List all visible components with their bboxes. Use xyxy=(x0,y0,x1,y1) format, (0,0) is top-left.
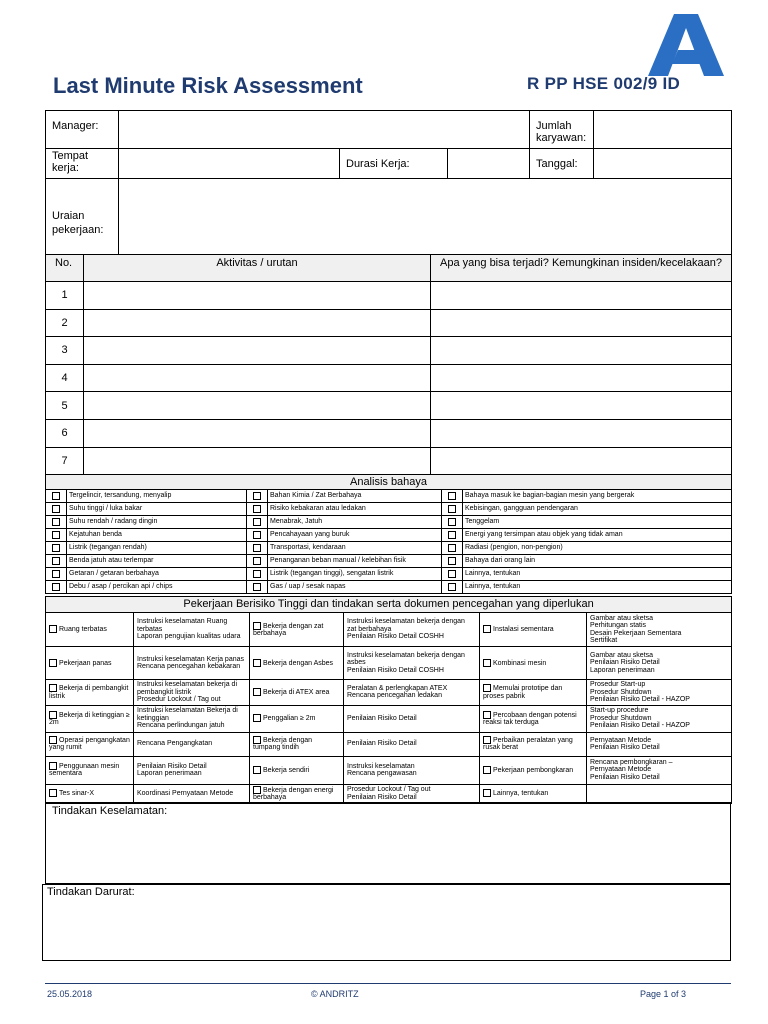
hazard-checkbox-cell xyxy=(247,516,268,529)
page-title: Last Minute Risk Assessment xyxy=(53,73,363,98)
high-risk-checkbox[interactable] xyxy=(253,622,261,630)
required-documents xyxy=(344,647,480,680)
high-risk-work-title: Pekerjaan Berisiko Tinggi dan tindakan serta dokumen pencegahan yang diperlukan xyxy=(46,597,732,613)
workplace-label: Tempat kerja: xyxy=(46,149,119,179)
high-risk-row xyxy=(46,647,732,680)
high-risk-work-item xyxy=(480,732,587,756)
hazard-checkbox[interactable] xyxy=(253,557,261,565)
hazard-label: Listrik (tegangan tinggi), sengatan listrik xyxy=(268,568,442,581)
hazard-checkbox[interactable] xyxy=(52,557,60,565)
hazard-label: Bahaya masuk ke bagian-bagian mesin yang bergerak xyxy=(463,490,732,503)
high-risk-work-label: Bekerja dengan energi berbahaya xyxy=(253,786,334,801)
hazard-checkbox-cell xyxy=(247,581,268,594)
required-document-line: Instruksi keselamatan bekerja dengan asbes xyxy=(347,651,465,667)
incident-field[interactable] xyxy=(431,392,732,420)
hazard-row xyxy=(46,490,732,503)
required-document-line: Pernyataan Metode xyxy=(590,736,652,744)
hazard-row xyxy=(46,516,732,529)
hazard-label: Radiasi (pengion, non-pengion) xyxy=(463,542,732,555)
high-risk-work-item xyxy=(46,756,134,784)
required-document-line: Instruksi keselamatan Ruang terbatas xyxy=(137,618,228,633)
hazard-checkbox-cell xyxy=(442,568,463,581)
hazard-row xyxy=(46,568,732,581)
hazard-analysis-table xyxy=(45,474,732,594)
activities-table xyxy=(45,254,732,475)
hazard-checkbox-cell xyxy=(442,555,463,568)
hazard-row xyxy=(46,555,732,568)
required-documents xyxy=(587,680,732,706)
high-risk-work-table xyxy=(45,596,732,804)
required-document-line: Rencana pencegahan kebakaran xyxy=(137,663,241,670)
required-document-line: Start-up procedure xyxy=(590,707,649,715)
column-header-activity: Aktivitas / urutan xyxy=(84,255,431,282)
hazard-label: Tergelincir, tersandung, menyalip xyxy=(67,490,247,503)
required-documents xyxy=(134,705,250,732)
required-documents xyxy=(134,756,250,784)
activity-field[interactable] xyxy=(84,392,431,420)
footer-company: © ANDRITZ xyxy=(311,989,359,999)
hazard-checkbox[interactable] xyxy=(52,531,60,539)
column-header-no: No. xyxy=(46,255,84,282)
hazard-checkbox-cell xyxy=(442,542,463,555)
hazard-label: Suhu tinggi / luka bakar xyxy=(67,503,247,516)
required-documents xyxy=(344,732,480,756)
required-document-line: Desain Pekerjaan Sementara xyxy=(590,629,682,637)
required-document-line: Pernyataan Metode xyxy=(590,766,652,774)
high-risk-work-item xyxy=(480,647,587,680)
hazard-label: Getaran / getaran berbahaya xyxy=(67,568,247,581)
high-risk-work-item xyxy=(46,613,134,647)
hazard-checkbox-cell xyxy=(442,490,463,503)
required-documents xyxy=(134,647,250,680)
required-document-line: Penilaian Risiko Detail xyxy=(347,714,417,722)
high-risk-row xyxy=(46,680,732,706)
required-document-line: Penilaian Risiko Detail - HAZOP xyxy=(590,696,690,703)
high-risk-row xyxy=(46,613,732,647)
activity-number: 7 xyxy=(46,447,84,475)
high-risk-work-label: Kombinasi mesin xyxy=(493,659,547,667)
hazard-checkbox[interactable] xyxy=(52,505,60,513)
description-label: Uraian pekerjaan: xyxy=(46,179,119,267)
activity-row xyxy=(46,447,732,475)
required-document-line: Instruksi keselamatan Bekerja di ketinggian xyxy=(137,707,238,722)
required-document-line: Instruksi keselamatan bekerja di pembangkit listrik xyxy=(137,681,237,696)
high-risk-work-label: Bekerja di ketinggian ≥ 2m xyxy=(49,711,130,726)
required-documents xyxy=(134,680,250,706)
hazard-checkbox[interactable] xyxy=(52,544,60,552)
high-risk-checkbox[interactable] xyxy=(483,625,491,633)
hazard-label: Kebisingan, gangguan pendengaran xyxy=(463,503,732,516)
activity-row xyxy=(46,392,732,420)
hazard-label: Suhu rendah / radang dingin xyxy=(67,516,247,529)
high-risk-work-item xyxy=(250,784,344,803)
incident-field[interactable] xyxy=(431,282,732,310)
hazard-checkbox[interactable] xyxy=(253,492,261,500)
required-document-line: Rencana pembongkaran – xyxy=(590,758,673,766)
manager-label: Manager: xyxy=(46,111,119,149)
high-risk-work-label: Penggalian ≥ 2m xyxy=(263,715,316,723)
incident-field[interactable] xyxy=(431,447,732,475)
employee-count-field[interactable] xyxy=(594,111,732,149)
hazard-checkbox[interactable] xyxy=(253,544,261,552)
hazard-row xyxy=(46,581,732,594)
hazard-label: Tenggelam xyxy=(463,516,732,529)
footer-divider xyxy=(45,983,731,984)
activity-number: 3 xyxy=(46,337,84,365)
footer-page-number: Page 1 of 3 xyxy=(640,989,687,999)
hazard-checkbox[interactable] xyxy=(253,583,261,591)
required-document-line: Rencana Pengangkatan xyxy=(137,740,213,748)
high-risk-work-label: Bekerja dengan Asbes xyxy=(263,659,334,667)
required-document-line: Penilaian Risiko Detail COSHH xyxy=(347,666,444,674)
high-risk-work-label: Lainnya, tentukan xyxy=(493,790,549,798)
date-field[interactable] xyxy=(594,149,732,179)
required-document-line: Prosedur Lockout / Tag out xyxy=(137,696,221,703)
activity-row xyxy=(46,282,732,310)
required-document-line: Penilaian Risiko Detail COSHH xyxy=(347,633,444,641)
activity-row xyxy=(46,419,732,447)
required-document-line: Penilaian Risiko Detail xyxy=(347,740,417,748)
required-documents xyxy=(587,613,732,647)
high-risk-work-label: Instalasi sementara xyxy=(493,626,554,634)
required-document-line: Rencana perlindungan jatuh xyxy=(137,722,225,730)
high-risk-row xyxy=(46,732,732,756)
hazard-label: Menabrak, Jatuh xyxy=(268,516,442,529)
activity-number: 6 xyxy=(46,419,84,447)
required-documents xyxy=(344,680,480,706)
high-risk-checkbox[interactable] xyxy=(49,684,57,692)
hazard-checkbox-cell xyxy=(46,542,67,555)
high-risk-work-label: Bekerja dengan tumpang tindih xyxy=(253,736,313,752)
required-document-line: Penilaian Risiko Detail xyxy=(347,793,417,801)
required-documents xyxy=(134,784,250,803)
high-risk-checkbox[interactable] xyxy=(49,625,57,633)
high-risk-work-item xyxy=(250,680,344,706)
high-risk-work-item xyxy=(250,705,344,732)
hazard-checkbox-cell xyxy=(247,529,268,542)
hazard-checkbox-cell xyxy=(46,490,67,503)
assessment-header-form xyxy=(45,110,732,267)
required-documents xyxy=(344,756,480,784)
required-document-line: Instruksi keselamatan xyxy=(347,762,415,770)
hazard-checkbox-cell xyxy=(247,555,268,568)
hazard-label: Listrik (tegangan rendah) xyxy=(67,542,247,555)
required-document-line: Rencana pencegahan ledakan xyxy=(347,692,442,700)
hazard-label: Pencahayaan yang buruk xyxy=(268,529,442,542)
hazard-checkbox[interactable] xyxy=(448,492,456,500)
required-document-line: Prosedur Shutdown xyxy=(590,714,652,722)
high-risk-work-item xyxy=(46,680,134,706)
hazard-checkbox-cell xyxy=(46,529,67,542)
hazard-label: Debu / asap / percikan api / chips xyxy=(67,581,247,594)
high-risk-checkbox[interactable] xyxy=(483,789,491,797)
activity-field[interactable] xyxy=(84,309,431,337)
column-header-incident: Apa yang bisa terjadi? Kemungkinan insiden/kecelakaan? xyxy=(431,255,732,282)
high-risk-work-label: Tes sinar-X xyxy=(59,790,95,798)
hazard-checkbox[interactable] xyxy=(52,583,60,591)
activity-row xyxy=(46,364,732,392)
required-documents xyxy=(587,705,732,732)
high-risk-work-label: Memulai prototipe dan proses pabrik xyxy=(483,685,563,700)
duration-label: Durasi Kerja: xyxy=(340,149,448,179)
high-risk-work-item xyxy=(46,705,134,732)
hazard-checkbox[interactable] xyxy=(52,492,60,500)
hazard-checkbox[interactable] xyxy=(448,518,456,526)
incident-field[interactable] xyxy=(431,364,732,392)
hazard-label: Bahaya dari orang lain xyxy=(463,555,732,568)
required-document-line: Laporan penerimaan xyxy=(137,770,202,777)
required-documents xyxy=(134,732,250,756)
required-document-line: Gambar atau sketsa xyxy=(590,651,654,659)
high-risk-work-label: Bekerja sendiri xyxy=(263,766,310,774)
high-risk-checkbox[interactable] xyxy=(49,789,57,797)
activity-number: 2 xyxy=(46,309,84,337)
high-risk-work-label: Bekerja di pembangkit listrik xyxy=(49,685,129,700)
incident-field[interactable] xyxy=(431,337,732,365)
required-document-line: Penilaian Risiko Detail - HAZOP xyxy=(590,722,690,730)
high-risk-checkbox[interactable] xyxy=(253,786,261,794)
required-documents xyxy=(344,784,480,803)
hazard-checkbox-cell xyxy=(46,503,67,516)
required-document-line: Prosedur Shutdown xyxy=(590,688,652,696)
required-document-line: Laporan pengujian kualitas udara xyxy=(137,633,241,641)
hazard-checkbox[interactable] xyxy=(253,570,261,578)
activity-number: 5 xyxy=(46,392,84,420)
high-risk-work-label: Pekerjaan pembongkaran xyxy=(493,766,574,774)
hazard-checkbox[interactable] xyxy=(448,531,456,539)
hazard-checkbox-cell xyxy=(247,503,268,516)
hazard-label: Benda jatuh atau terlempar xyxy=(67,555,247,568)
required-documents xyxy=(344,613,480,647)
hazard-checkbox[interactable] xyxy=(448,544,456,552)
high-risk-row xyxy=(46,705,732,732)
high-risk-checkbox[interactable] xyxy=(49,711,57,719)
required-document-line: Penilaian Risiko Detail xyxy=(590,744,660,751)
high-risk-work-label: Percobaan dengan potensi reaksi tak terduga xyxy=(483,711,577,726)
high-risk-work-item xyxy=(480,784,587,803)
activity-field[interactable] xyxy=(84,282,431,310)
hazard-checkbox-cell xyxy=(247,568,268,581)
safety-measures-label: Tindakan Keselamatan: xyxy=(52,805,168,817)
high-risk-work-label: Perbaikan peralatan yang rusak berat xyxy=(483,736,573,752)
required-documents xyxy=(344,705,480,732)
high-risk-work-item xyxy=(480,680,587,706)
high-risk-checkbox[interactable] xyxy=(49,736,57,744)
activity-row xyxy=(46,309,732,337)
hazard-checkbox-cell xyxy=(247,542,268,555)
required-document-line: Peralatan & perlengkapan ATEX xyxy=(347,684,448,692)
high-risk-checkbox[interactable] xyxy=(253,659,261,667)
high-risk-work-label: Penggunaan mesin sementara xyxy=(49,762,120,778)
activity-number: 4 xyxy=(46,364,84,392)
high-risk-checkbox[interactable] xyxy=(49,659,57,667)
hazard-label: Risiko kebakaran atau ledakan xyxy=(268,503,442,516)
activity-field[interactable] xyxy=(84,337,431,365)
hazard-checkbox-cell xyxy=(442,516,463,529)
hazard-checkbox[interactable] xyxy=(253,505,261,513)
high-risk-checkbox[interactable] xyxy=(253,714,261,722)
high-risk-work-item xyxy=(46,784,134,803)
high-risk-checkbox[interactable] xyxy=(483,659,491,667)
hazard-checkbox-cell xyxy=(46,581,67,594)
high-risk-checkbox[interactable] xyxy=(49,762,57,770)
required-documents xyxy=(587,732,732,756)
required-document-line: Prosedur Start-up xyxy=(590,681,646,688)
high-risk-checkbox[interactable] xyxy=(483,766,491,774)
required-document-line: Prosedur Lockout / Tag out xyxy=(347,786,431,793)
high-risk-work-item xyxy=(46,647,134,680)
high-risk-work-item xyxy=(480,756,587,784)
required-document-line: Instruksi keselamatan bekerja dengan zat berbahaya xyxy=(347,618,465,633)
high-risk-checkbox[interactable] xyxy=(483,684,491,692)
hazard-checkbox[interactable] xyxy=(448,583,456,591)
incident-field[interactable] xyxy=(431,309,732,337)
hazard-label: Energi yang tersimpan atau objek yang tidak aman xyxy=(463,529,732,542)
required-documents xyxy=(587,756,732,784)
required-document-line: Sertifikat xyxy=(590,637,618,644)
required-documents xyxy=(587,647,732,680)
high-risk-work-label: Operasi pengangkatan yang rumit xyxy=(49,736,130,752)
hazard-checkbox[interactable] xyxy=(253,518,261,526)
high-risk-work-label: Pekerjaan panas xyxy=(59,659,112,667)
high-risk-work-item xyxy=(46,732,134,756)
high-risk-work-item xyxy=(480,705,587,732)
emergency-measures-label: Tindakan Darurat: xyxy=(47,886,135,898)
activity-field[interactable] xyxy=(84,364,431,392)
safety-measures-field[interactable] xyxy=(45,802,731,884)
high-risk-row xyxy=(46,784,732,803)
high-risk-work-item xyxy=(250,756,344,784)
required-document-line: Rencana pengawasan xyxy=(347,770,417,777)
hazard-checkbox-cell xyxy=(46,516,67,529)
footer-date: 25.05.2018 xyxy=(47,989,93,999)
activity-field[interactable] xyxy=(84,447,431,475)
required-document-line: Penilaian Risiko Detail xyxy=(590,773,660,781)
required-document-line: Penilaian Risiko Detail xyxy=(590,659,660,667)
high-risk-work-label: Bekerja di ATEX area xyxy=(263,688,330,696)
required-document-line: Perhitungan statis xyxy=(590,622,647,629)
incident-field[interactable] xyxy=(431,419,732,447)
required-documents xyxy=(587,784,732,803)
high-risk-checkbox[interactable] xyxy=(483,736,491,744)
hazard-checkbox-cell xyxy=(46,568,67,581)
activity-number: 1 xyxy=(46,282,84,310)
date-label: Tanggal: xyxy=(530,149,594,179)
high-risk-work-item xyxy=(480,613,587,647)
high-risk-checkbox[interactable] xyxy=(253,736,261,744)
high-risk-work-label: Ruang terbatas xyxy=(59,626,107,634)
activity-field[interactable] xyxy=(84,419,431,447)
required-document-line: Koordinasi Pernyataan Metode xyxy=(137,789,234,797)
duration-field[interactable] xyxy=(448,149,530,179)
hazard-checkbox[interactable] xyxy=(253,531,261,539)
activity-row xyxy=(46,337,732,365)
hazard-label: Transportasi, kendaraan xyxy=(268,542,442,555)
workplace-field[interactable] xyxy=(119,149,340,179)
hazard-checkbox[interactable] xyxy=(52,570,60,578)
high-risk-checkbox[interactable] xyxy=(253,766,261,774)
hazard-row xyxy=(46,503,732,516)
required-document-line: Gambar atau sketsa xyxy=(590,614,654,622)
hazard-checkbox[interactable] xyxy=(448,570,456,578)
hazard-checkbox-cell xyxy=(442,529,463,542)
high-risk-row xyxy=(46,756,732,784)
required-document-line: Laporan penerimaan xyxy=(590,666,655,674)
andritz-logo xyxy=(648,14,724,76)
high-risk-work-label: Bekerja dengan zat berbahaya xyxy=(253,622,324,637)
high-risk-work-item xyxy=(250,613,344,647)
hazard-analysis-title: Analisis bahaya xyxy=(46,475,732,490)
hazard-checkbox-cell xyxy=(46,555,67,568)
hazard-label: Kejatuhan benda xyxy=(67,529,247,542)
hazard-checkbox-cell xyxy=(247,490,268,503)
high-risk-work-item xyxy=(250,732,344,756)
required-documents xyxy=(134,613,250,647)
high-risk-checkbox[interactable] xyxy=(253,688,261,696)
emergency-measures-field[interactable] xyxy=(42,884,731,961)
hazard-label: Lainnya, tentukan xyxy=(463,568,732,581)
high-risk-work-item xyxy=(250,647,344,680)
hazard-checkbox-cell xyxy=(442,581,463,594)
hazard-label: Bahan Kimia / Zat Berbahaya xyxy=(268,490,442,503)
hazard-checkbox[interactable] xyxy=(52,518,60,526)
manager-field[interactable] xyxy=(119,111,530,149)
required-document-line: Instruksi keselamatan Kerja panas xyxy=(137,655,244,663)
high-risk-checkbox[interactable] xyxy=(483,711,491,719)
hazard-row xyxy=(46,542,732,555)
document-id: R PP HSE 002/9 ID xyxy=(527,74,681,93)
hazard-checkbox[interactable] xyxy=(448,557,456,565)
hazard-checkbox-cell xyxy=(442,503,463,516)
employee-count-label: Jumlah karyawan: xyxy=(530,111,594,149)
hazard-label: Penanganan beban manual / kelebihan fisik xyxy=(268,555,442,568)
hazard-label: Lainnya, tentukan xyxy=(463,581,732,594)
hazard-checkbox[interactable] xyxy=(448,505,456,513)
required-document-line: Penilaian Risiko Detail xyxy=(137,762,207,770)
hazard-row xyxy=(46,529,732,542)
hazard-label: Gas / uap / sesak napas xyxy=(268,581,442,594)
